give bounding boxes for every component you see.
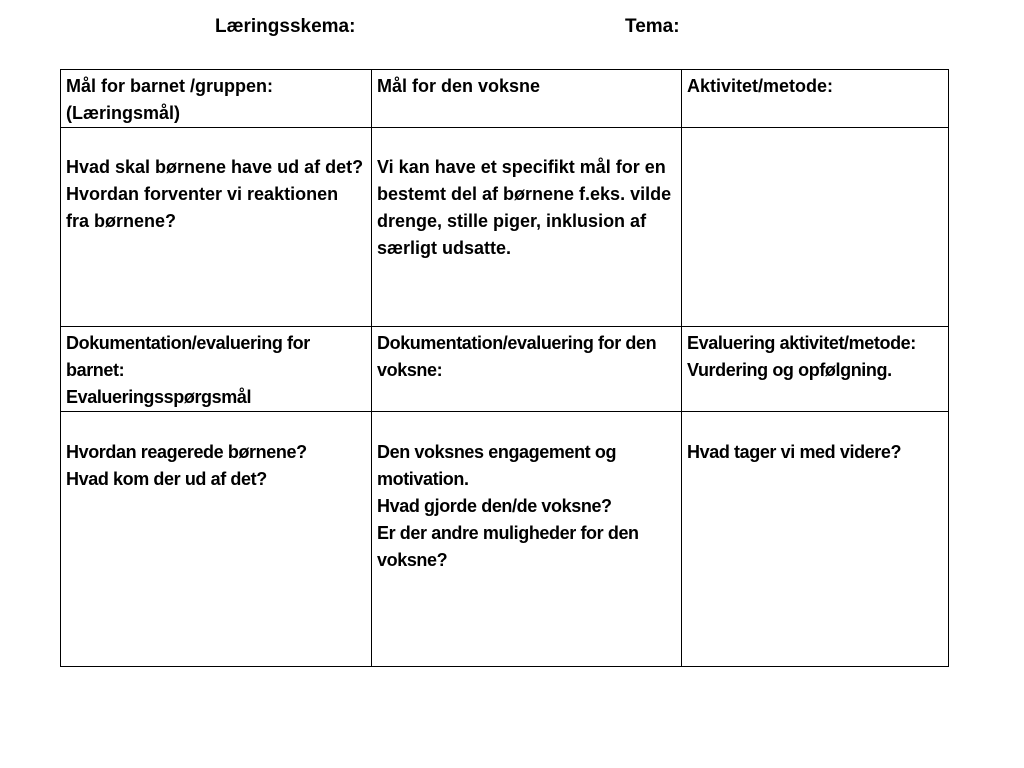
cell-text: Evaluering aktivitet/metode: [687,333,916,353]
cell-text: Den voksnes engagement og motivation. [377,442,621,489]
cell-text: Hvad kom der ud af det? [66,469,267,489]
cell-child-evaluation-header [61,327,372,412]
cell-activity-evaluation-content[interactable] [682,412,949,667]
theme-label: Tema: [625,16,680,37]
cell-activity-evaluation-header [682,327,949,412]
cell-text: Evalueringsspørgsmål [66,387,252,407]
table-row-evaluation-header [61,327,949,412]
cell-text: Hvad tager vi med videre? [687,442,902,462]
learning-schema-title: Læringsskema: [215,16,356,37]
cell-child-goal-content[interactable] [61,128,372,327]
cell-text: Mål for den voksne [377,76,541,96]
cell-text: Hvordan forventer vi reaktionen fra børnene? [66,184,344,231]
learning-schema-table [60,69,949,667]
cell-text: Dokumentation/evaluering for barnet: [66,333,315,380]
cell-text: Aktivitet/metode: [687,76,834,96]
cell-text: Er der andre muligheder for den voksne? [377,523,644,570]
table-row-goals-header [61,70,949,128]
cell-adult-goal-header [372,70,682,128]
cell-adult-goal-content[interactable] [372,128,682,327]
cell-child-goal-header [61,70,372,128]
cell-text: Mål for barnet /gruppen: [66,76,273,96]
cell-text: Dokumentation/evaluering for den voksne: [377,333,661,380]
cell-text: Hvad gjorde den/de voksne? [377,496,612,516]
cell-text: Hvad skal børnene have ud af det? [66,157,364,177]
cell-adult-evaluation-header [372,327,682,412]
table-row-evaluation-content [61,412,949,667]
cell-activity-method-content[interactable] [682,128,949,327]
cell-text: (Læringsmål) [66,103,181,123]
cell-text: Hvordan reagerede børnene? [66,442,307,462]
cell-child-evaluation-content[interactable] [61,412,372,667]
cell-text: Vurdering og opfølgning. [687,360,892,380]
table-row-goals-content [61,128,949,327]
cell-adult-evaluation-content[interactable] [372,412,682,667]
cell-text: Vi kan have et specifikt mål for en bestemt del af børnene f.eks. vilde drenge, stille piger, inklusion af særligt udsatte. [377,157,677,258]
cell-activity-method-header [682,70,949,128]
